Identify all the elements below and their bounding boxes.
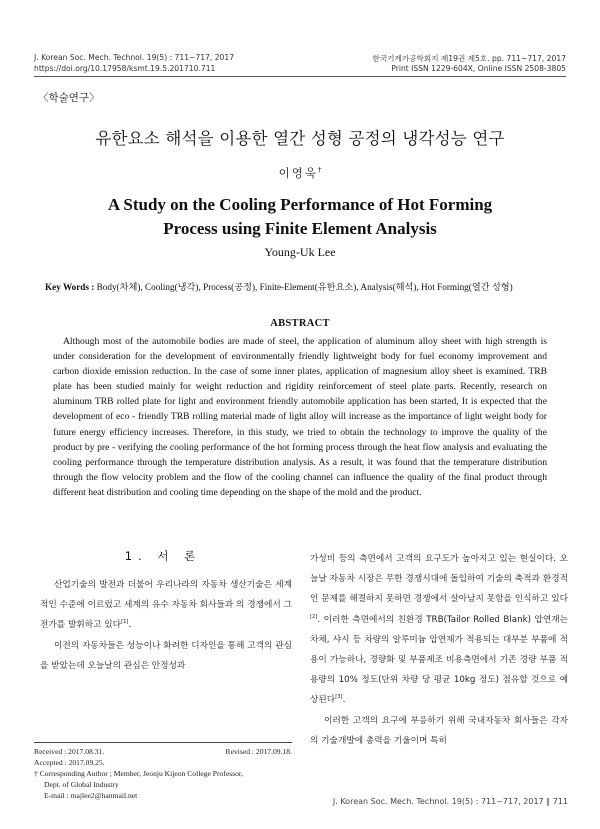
abstract-heading: ABSTRACT <box>270 318 330 329</box>
intro-paragraph-4: 이러한 고객의 요구에 부응하기 위해 국내자동차 회사들은 각자의 기술개발에 총력을 기울이며 특히 <box>310 715 568 746</box>
reference-3[interactable]: [3] <box>335 694 343 701</box>
revised-date: Revised : 2017.09.18. <box>225 747 292 756</box>
keywords <box>45 279 565 293</box>
abstract-body: Although most of the automobile bodies are made of steel, the application of aluminum alloy sheet with high strength is under consideration for the development of environmentally friendly lightweight body for fuel economy improvement and carbon dioxide emission reduction. In the case of some inner plates, application of magnesium alloy sheet is examined. TRB plate has been studied mainly for weight reduction and rigidity reinforcement of steel plate parts. Recently, research on aluminum TRB rolled plate for light and environment friendly automobile application has been started, It is expected that the development of eco - friendly TRB rolling material made of light alloy will increase as the importance of light weight body for future energy efficiency increases. Therefore, in this study, we tried to obtain the technology to improve the quality of the product by pre - verifying the cooling performance of the hot forming process through the heat flow analysis and evaluating the cooling performance through the temperature distribution analysis. As a result, it was found that the temperature distribution through the flow velocity problem and the flow of the cooling channel can influence the quality of the final product through different heat distribution and cooling time depending on the shape of the mold and the product. <box>53 336 547 498</box>
reference-1[interactable]: [1] <box>121 619 129 626</box>
journal-citation-ko: 한국기계가공학회지 제19권 제5호. pp. 711~717, 2017 <box>372 54 566 63</box>
intro-paragraph-3: 가성비 등의 측면에서 고객의 요구도가 높아지고 있는 현실이다. 오늘날 자동차 시장은 무한 경쟁시대에 돌입하여 기술의 축적과 환경적인 문제를 해결하지 못하면 경쟁에서 살아남지 못함을 인식하고 있다[2]. 이러한 측면에서의 친환경 TRB(Tailor Rolled Blank) 압연재는 차체, 샤시 등 차량의 알루미늄 압연재가 적용되는 대부분 부품에 적용이 가능하나, 경량화 및 부품제조 비용측면에서 기존 경량 부품 적용량의 10% 정도(단위 차량 당 평균 10kg 정도) 점유할 것으로 예상된다[3]. <box>310 554 568 706</box>
corresponding-author: † Corresponding Author ; Member, Jeonju Kijeon College Professor, <box>34 769 244 778</box>
received-date: Received : 2017.08.31. <box>34 747 105 756</box>
left-column <box>40 575 292 676</box>
reference-2[interactable]: [2] <box>310 613 318 620</box>
title-english-line2: Process using Finite Element Analysis <box>163 219 437 238</box>
author-korean-name: 이영욱 <box>278 166 318 180</box>
author-korean <box>0 165 600 181</box>
corresponding-mark: † <box>317 166 322 175</box>
title-english-line1: A Study on the Cooling Performance of Hot Forming <box>107 195 493 214</box>
title-korean: 유한요소 해석을 이용한 열간 성형 공정의 냉각성능 연구 <box>95 129 505 148</box>
doi-link[interactable]: https://doi.org/10.17958/ksmt.19.5.201710.711 <box>34 64 216 73</box>
header-rule <box>34 76 566 77</box>
issn-info: Print ISSN 1229-604X, Online ISSN 2508-3805 <box>391 64 566 73</box>
footnote-block <box>34 746 292 801</box>
journal-citation: J. Korean Soc. Mech. Technol. 19(5) : 711~717, 2017 <box>34 53 235 62</box>
footnote-rule <box>34 742 292 743</box>
section-heading-introduction: 1. 서 론 <box>124 549 202 563</box>
keywords-label: Key Words : <box>45 282 95 292</box>
author-english: Young-Uk Lee <box>264 245 336 259</box>
accepted-date: Accepted : 2017.09.25. <box>34 758 105 767</box>
author-department: Dept. of Global Industry <box>44 780 119 789</box>
right-column <box>310 549 568 751</box>
title-english <box>0 193 600 241</box>
intro-paragraph-2: 이전의 자동차들은 성능이나 화려한 디자인을 통해 고객의 관심을 받았는데 오늘날의 관심은 안정성과 <box>40 640 292 671</box>
author-email[interactable]: E-mail : majlee2@hanmail.net <box>44 791 138 800</box>
keywords-text: Body(차체), Cooling(냉각), Process(공정), Finite-Element(유한요소), Analysis(해석), Hot Forming(열간 성형) <box>96 282 513 292</box>
intro-paragraph-1: 산업기술의 발전과 더불어 우리나라의 자동차 생산기술은 세계적인 수준에 이르렀고 세계의 유수 자동차 회사들과 의 경쟁에서 그 전가를 발휘하고 있다[1]. <box>40 580 292 631</box>
page-footer: J. Korean Soc. Mech. Technol. 19(5) : 711~717, 2017 ∥ 711 <box>332 797 568 806</box>
article-category: 〈학술연구〉 <box>38 92 100 104</box>
